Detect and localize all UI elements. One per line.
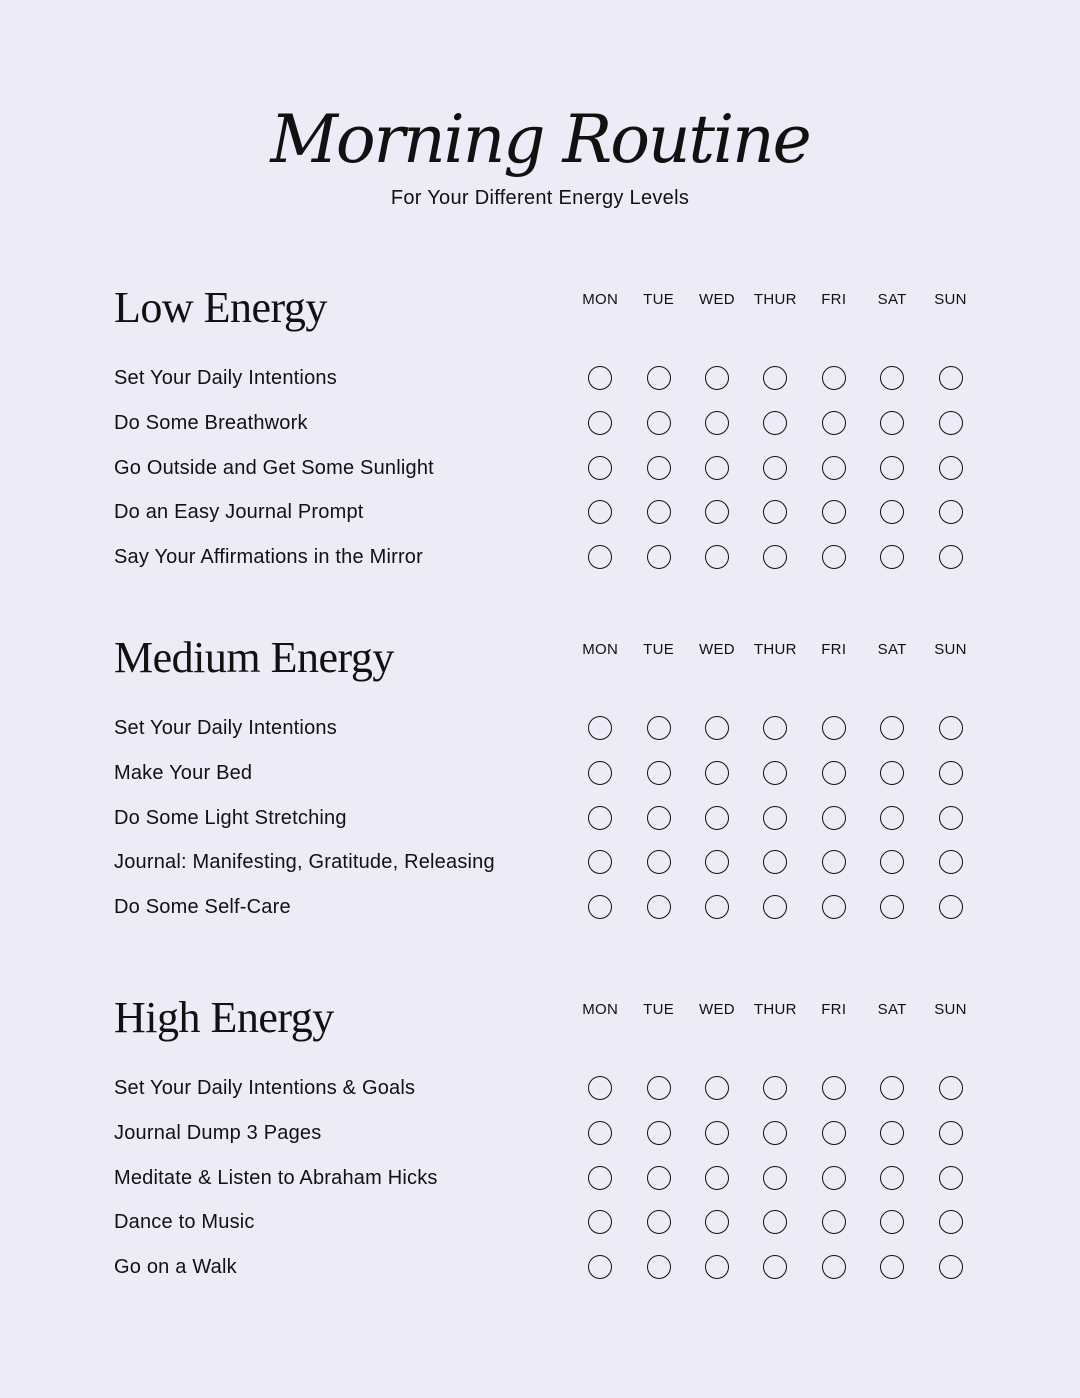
task-label: Do Some Breathwork xyxy=(114,411,308,434)
checkbox-sun[interactable] xyxy=(939,1210,963,1234)
page-subtitle: For Your Different Energy Levels xyxy=(390,187,690,209)
checkbox-mon[interactable] xyxy=(588,1255,612,1279)
checkbox-sun[interactable] xyxy=(939,411,963,435)
check-cell xyxy=(629,1074,687,1102)
check-cell xyxy=(571,364,629,392)
day-checkboxes xyxy=(571,498,981,526)
checkbox-mon[interactable] xyxy=(588,716,612,740)
check-cell xyxy=(863,498,921,526)
day-label-fri: FRI xyxy=(821,291,847,308)
checkbox-sat[interactable] xyxy=(880,500,904,524)
task-label: Set Your Daily Intentions xyxy=(114,367,337,389)
check-cell xyxy=(571,804,629,832)
check-cell xyxy=(863,1164,921,1192)
checkbox-tue[interactable] xyxy=(647,716,671,740)
checkbox-thur[interactable] xyxy=(763,850,787,874)
task-row xyxy=(0,364,1080,410)
checkbox-thur[interactable] xyxy=(763,366,787,390)
task-row xyxy=(0,804,1080,850)
checkbox-sun[interactable] xyxy=(939,895,963,919)
checkbox-sun[interactable] xyxy=(939,1076,963,1100)
check-cell xyxy=(921,714,979,742)
check-cell xyxy=(746,714,804,742)
checkbox-thur[interactable] xyxy=(763,1210,787,1234)
checkbox-sun[interactable] xyxy=(939,761,963,785)
checkbox-tue[interactable] xyxy=(647,366,671,390)
check-cell xyxy=(805,364,863,392)
check-cell xyxy=(805,498,863,526)
checkbox-wed[interactable] xyxy=(705,500,729,524)
task-label: Do Some Light Stretching xyxy=(114,806,347,829)
checkbox-sat[interactable] xyxy=(880,1210,904,1234)
task-label: Do Some Self-Care xyxy=(114,896,291,919)
checkbox-sun[interactable] xyxy=(939,716,963,740)
checkbox-thur[interactable] xyxy=(763,1076,787,1100)
check-cell xyxy=(571,409,629,437)
checkbox-fri[interactable] xyxy=(822,456,846,480)
check-cell xyxy=(921,498,979,526)
checkbox-mon[interactable] xyxy=(588,545,612,569)
check-cell xyxy=(863,543,921,571)
check-cell xyxy=(921,1164,979,1192)
checkbox-fri[interactable] xyxy=(822,1121,846,1145)
check-cell xyxy=(629,759,687,787)
checkbox-fri[interactable] xyxy=(822,806,846,830)
checkbox-tue[interactable] xyxy=(647,850,671,874)
day-label-wed: WED xyxy=(699,291,735,308)
check-cell xyxy=(863,759,921,787)
check-cell xyxy=(688,498,746,526)
checkbox-tue[interactable] xyxy=(647,500,671,524)
checkbox-sat[interactable] xyxy=(880,545,904,569)
check-cell xyxy=(629,893,687,921)
check-cell xyxy=(688,543,746,571)
checkbox-tue[interactable] xyxy=(647,1255,671,1279)
checkbox-thur[interactable] xyxy=(763,806,787,830)
checkbox-mon[interactable] xyxy=(588,411,612,435)
checkbox-sun[interactable] xyxy=(939,500,963,524)
checkbox-thur[interactable] xyxy=(763,895,787,919)
check-cell xyxy=(921,1253,979,1281)
checkbox-wed[interactable] xyxy=(705,850,729,874)
check-cell xyxy=(571,454,629,482)
check-cell xyxy=(571,1074,629,1102)
day-label-sat: SAT xyxy=(877,641,907,658)
checkbox-fri[interactable] xyxy=(822,366,846,390)
check-cell xyxy=(746,1208,804,1236)
checkbox-fri[interactable] xyxy=(822,1076,846,1100)
check-cell xyxy=(629,498,687,526)
checkbox-fri[interactable] xyxy=(822,411,846,435)
check-cell xyxy=(805,1074,863,1102)
check-cell xyxy=(863,1253,921,1281)
checkbox-thur[interactable] xyxy=(763,500,787,524)
day-label-fri: FRI xyxy=(821,1001,847,1018)
day-checkboxes xyxy=(571,1208,981,1236)
check-cell xyxy=(571,759,629,787)
task-label: Dance to Music xyxy=(114,1211,255,1234)
section-heading: High Energy xyxy=(114,993,334,1042)
check-cell xyxy=(805,893,863,921)
check-cell xyxy=(746,409,804,437)
day-label-mon: MON xyxy=(582,291,619,308)
checkbox-thur[interactable] xyxy=(763,545,787,569)
task-label: Set Your Daily Intentions xyxy=(114,717,337,739)
task-label: Go on a Walk xyxy=(114,1256,237,1279)
task-label: Say Your Affirmations in the Mirror xyxy=(114,546,423,569)
check-cell xyxy=(688,848,746,876)
task-row xyxy=(0,848,1080,894)
checkbox-fri[interactable] xyxy=(822,761,846,785)
day-checkboxes xyxy=(571,1074,981,1102)
checkbox-thur[interactable] xyxy=(763,1166,787,1190)
task-row xyxy=(0,893,1080,939)
checkbox-wed[interactable] xyxy=(705,366,729,390)
task-label: Go Outside and Get Some Sunlight xyxy=(114,456,434,479)
check-cell xyxy=(688,1074,746,1102)
checkbox-fri[interactable] xyxy=(822,500,846,524)
checkbox-tue[interactable] xyxy=(647,1210,671,1234)
checkbox-wed[interactable] xyxy=(705,411,729,435)
check-cell xyxy=(805,848,863,876)
section-high-energy xyxy=(0,990,1080,1320)
task-row xyxy=(0,409,1080,455)
day-label-thur: THUR xyxy=(753,1001,797,1018)
checkbox-sun[interactable] xyxy=(939,366,963,390)
check-cell xyxy=(571,714,629,742)
checkbox-mon[interactable] xyxy=(588,1210,612,1234)
check-cell xyxy=(746,1253,804,1281)
check-cell xyxy=(921,1208,979,1236)
checkbox-sun[interactable] xyxy=(939,545,963,569)
task-row xyxy=(0,498,1080,544)
checkbox-fri[interactable] xyxy=(822,716,846,740)
check-cell xyxy=(571,543,629,571)
day-label-sat: SAT xyxy=(877,291,907,308)
checkbox-tue[interactable] xyxy=(647,456,671,480)
checkbox-mon[interactable] xyxy=(588,456,612,480)
checkbox-sun[interactable] xyxy=(939,850,963,874)
checkbox-fri[interactable] xyxy=(822,1210,846,1234)
day-header-row xyxy=(571,640,981,660)
check-cell xyxy=(863,1074,921,1102)
check-cell xyxy=(688,804,746,832)
check-cell xyxy=(805,1164,863,1192)
checkbox-sat[interactable] xyxy=(880,1076,904,1100)
check-cell xyxy=(921,409,979,437)
checkbox-mon[interactable] xyxy=(588,1166,612,1190)
day-checkboxes xyxy=(571,893,981,921)
checkbox-mon[interactable] xyxy=(588,761,612,785)
checkbox-tue[interactable] xyxy=(647,411,671,435)
checkbox-wed[interactable] xyxy=(705,545,729,569)
check-cell xyxy=(921,893,979,921)
check-cell xyxy=(746,1074,804,1102)
task-label: Meditate & Listen to Abraham Hicks xyxy=(114,1166,438,1189)
checkbox-sat[interactable] xyxy=(880,850,904,874)
checkbox-tue[interactable] xyxy=(647,1121,671,1145)
checkbox-wed[interactable] xyxy=(705,456,729,480)
checkbox-fri[interactable] xyxy=(822,895,846,919)
check-cell xyxy=(629,1253,687,1281)
check-cell xyxy=(629,714,687,742)
check-cell xyxy=(746,804,804,832)
checkbox-mon[interactable] xyxy=(588,850,612,874)
check-cell xyxy=(571,1253,629,1281)
checkbox-sat[interactable] xyxy=(880,806,904,830)
task-row xyxy=(0,1253,1080,1299)
day-checkboxes xyxy=(571,1119,981,1147)
check-cell xyxy=(688,759,746,787)
checkbox-tue[interactable] xyxy=(647,545,671,569)
task-row xyxy=(0,454,1080,500)
day-label-wed: WED xyxy=(699,1001,735,1018)
checkbox-sat[interactable] xyxy=(880,1166,904,1190)
checkbox-wed[interactable] xyxy=(705,895,729,919)
day-label-thur: THUR xyxy=(753,291,797,308)
check-cell xyxy=(805,714,863,742)
checkbox-fri[interactable] xyxy=(822,850,846,874)
checkbox-fri[interactable] xyxy=(822,1166,846,1190)
checkbox-wed[interactable] xyxy=(705,806,729,830)
checkbox-mon[interactable] xyxy=(588,895,612,919)
checkbox-thur[interactable] xyxy=(763,1121,787,1145)
check-cell xyxy=(688,714,746,742)
checkbox-wed[interactable] xyxy=(705,1121,729,1145)
checkbox-tue[interactable] xyxy=(647,806,671,830)
checkbox-sat[interactable] xyxy=(880,411,904,435)
check-cell xyxy=(688,893,746,921)
day-checkboxes xyxy=(571,1164,981,1192)
day-checkboxes xyxy=(571,364,981,392)
day-label-mon: MON xyxy=(582,1001,619,1018)
check-cell xyxy=(921,1119,979,1147)
check-cell xyxy=(921,364,979,392)
checkbox-sat[interactable] xyxy=(880,895,904,919)
checkbox-thur[interactable] xyxy=(763,716,787,740)
task-row xyxy=(0,1164,1080,1210)
day-label-thur: THUR xyxy=(753,641,797,658)
day-checkboxes xyxy=(571,759,981,787)
day-checkboxes xyxy=(571,848,981,876)
task-row xyxy=(0,1119,1080,1165)
checkbox-wed[interactable] xyxy=(705,1076,729,1100)
day-label-sat: SAT xyxy=(877,1001,907,1018)
check-cell xyxy=(805,804,863,832)
section-heading: Medium Energy xyxy=(114,633,394,682)
task-label: Journal Dump 3 Pages xyxy=(114,1121,322,1144)
day-checkboxes xyxy=(571,409,981,437)
day-label-mon: MON xyxy=(582,641,619,658)
check-cell xyxy=(571,498,629,526)
day-label-sun: SUN xyxy=(934,641,967,658)
checkbox-thur[interactable] xyxy=(763,411,787,435)
check-cell xyxy=(688,1253,746,1281)
day-checkboxes xyxy=(571,714,981,742)
check-cell xyxy=(863,1119,921,1147)
check-cell xyxy=(863,364,921,392)
checkbox-sun[interactable] xyxy=(939,456,963,480)
day-label-sun: SUN xyxy=(934,1001,967,1018)
check-cell xyxy=(688,1164,746,1192)
check-cell xyxy=(863,893,921,921)
check-cell xyxy=(805,409,863,437)
check-cell xyxy=(921,804,979,832)
checkbox-tue[interactable] xyxy=(647,761,671,785)
checkbox-fri[interactable] xyxy=(822,1255,846,1279)
check-cell xyxy=(688,364,746,392)
check-cell xyxy=(863,1208,921,1236)
check-cell xyxy=(571,848,629,876)
task-row xyxy=(0,714,1080,760)
checkbox-mon[interactable] xyxy=(588,500,612,524)
check-cell xyxy=(746,1164,804,1192)
section-medium-energy xyxy=(0,630,1080,960)
task-row xyxy=(0,759,1080,805)
day-label-wed: WED xyxy=(699,641,735,658)
checkbox-fri[interactable] xyxy=(822,545,846,569)
checkbox-wed[interactable] xyxy=(705,716,729,740)
day-label-fri: FRI xyxy=(821,641,847,658)
checkbox-wed[interactable] xyxy=(705,1210,729,1234)
check-cell xyxy=(863,714,921,742)
check-cell xyxy=(863,409,921,437)
task-label: Do an Easy Journal Prompt xyxy=(114,501,364,524)
check-cell xyxy=(863,848,921,876)
check-cell xyxy=(805,1208,863,1236)
checkbox-sun[interactable] xyxy=(939,1255,963,1279)
task-label: Make Your Bed xyxy=(114,761,253,784)
check-cell xyxy=(571,1119,629,1147)
page-title: Morning Routine xyxy=(270,101,810,178)
check-cell xyxy=(629,364,687,392)
day-label-tue: TUE xyxy=(643,641,675,658)
checkbox-wed[interactable] xyxy=(705,761,729,785)
check-cell xyxy=(746,848,804,876)
checkbox-sun[interactable] xyxy=(939,1121,963,1145)
checkbox-sun[interactable] xyxy=(939,1166,963,1190)
check-cell xyxy=(805,543,863,571)
checkbox-sat[interactable] xyxy=(880,1121,904,1145)
check-cell xyxy=(746,498,804,526)
check-cell xyxy=(805,759,863,787)
day-header-row xyxy=(571,1000,981,1020)
checkbox-thur[interactable] xyxy=(763,456,787,480)
checkbox-sat[interactable] xyxy=(880,1255,904,1279)
check-cell xyxy=(571,893,629,921)
check-cell xyxy=(746,364,804,392)
section-heading: Low Energy xyxy=(114,283,327,332)
checkbox-tue[interactable] xyxy=(647,1076,671,1100)
day-label-sun: SUN xyxy=(934,291,967,308)
checkbox-thur[interactable] xyxy=(763,761,787,785)
day-label-tue: TUE xyxy=(643,1001,675,1018)
check-cell xyxy=(688,409,746,437)
check-cell xyxy=(746,893,804,921)
checkbox-sat[interactable] xyxy=(880,761,904,785)
check-cell xyxy=(921,848,979,876)
checkbox-mon[interactable] xyxy=(588,806,612,830)
check-cell xyxy=(688,1208,746,1236)
checkbox-sat[interactable] xyxy=(880,716,904,740)
check-cell xyxy=(629,1208,687,1236)
task-row xyxy=(0,1074,1080,1120)
checkbox-tue[interactable] xyxy=(647,1166,671,1190)
check-cell xyxy=(805,1119,863,1147)
task-label: Set Your Daily Intentions & Goals xyxy=(114,1077,416,1099)
day-header-row xyxy=(571,290,981,310)
check-cell xyxy=(746,543,804,571)
check-cell xyxy=(921,454,979,482)
checkbox-mon[interactable] xyxy=(588,1076,612,1100)
check-cell xyxy=(805,1253,863,1281)
task-row xyxy=(0,1208,1080,1254)
day-checkboxes xyxy=(571,454,981,482)
checkbox-mon[interactable] xyxy=(588,1121,612,1145)
checkbox-thur[interactable] xyxy=(763,1255,787,1279)
check-cell xyxy=(571,1164,629,1192)
checkbox-sat[interactable] xyxy=(880,456,904,480)
check-cell xyxy=(629,543,687,571)
checkbox-wed[interactable] xyxy=(705,1166,729,1190)
check-cell xyxy=(746,454,804,482)
check-cell xyxy=(921,543,979,571)
checkbox-wed[interactable] xyxy=(705,1255,729,1279)
check-cell xyxy=(746,1119,804,1147)
checkbox-mon[interactable] xyxy=(588,366,612,390)
check-cell xyxy=(571,1208,629,1236)
check-cell xyxy=(805,454,863,482)
check-cell xyxy=(629,454,687,482)
check-cell xyxy=(629,848,687,876)
check-cell xyxy=(921,759,979,787)
day-checkboxes xyxy=(571,804,981,832)
check-cell xyxy=(688,1119,746,1147)
task-row xyxy=(0,543,1080,589)
checkbox-sun[interactable] xyxy=(939,806,963,830)
check-cell xyxy=(629,1164,687,1192)
checkbox-sat[interactable] xyxy=(880,366,904,390)
check-cell xyxy=(629,804,687,832)
check-cell xyxy=(629,1119,687,1147)
check-cell xyxy=(863,804,921,832)
check-cell xyxy=(921,1074,979,1102)
day-checkboxes xyxy=(571,1253,981,1281)
checkbox-tue[interactable] xyxy=(647,895,671,919)
day-checkboxes xyxy=(571,543,981,571)
section-low-energy xyxy=(0,280,1080,610)
day-label-tue: TUE xyxy=(643,291,675,308)
task-label: Journal: Manifesting, Gratitude, Releasing xyxy=(114,851,495,874)
check-cell xyxy=(629,409,687,437)
check-cell xyxy=(688,454,746,482)
check-cell xyxy=(746,759,804,787)
check-cell xyxy=(863,454,921,482)
